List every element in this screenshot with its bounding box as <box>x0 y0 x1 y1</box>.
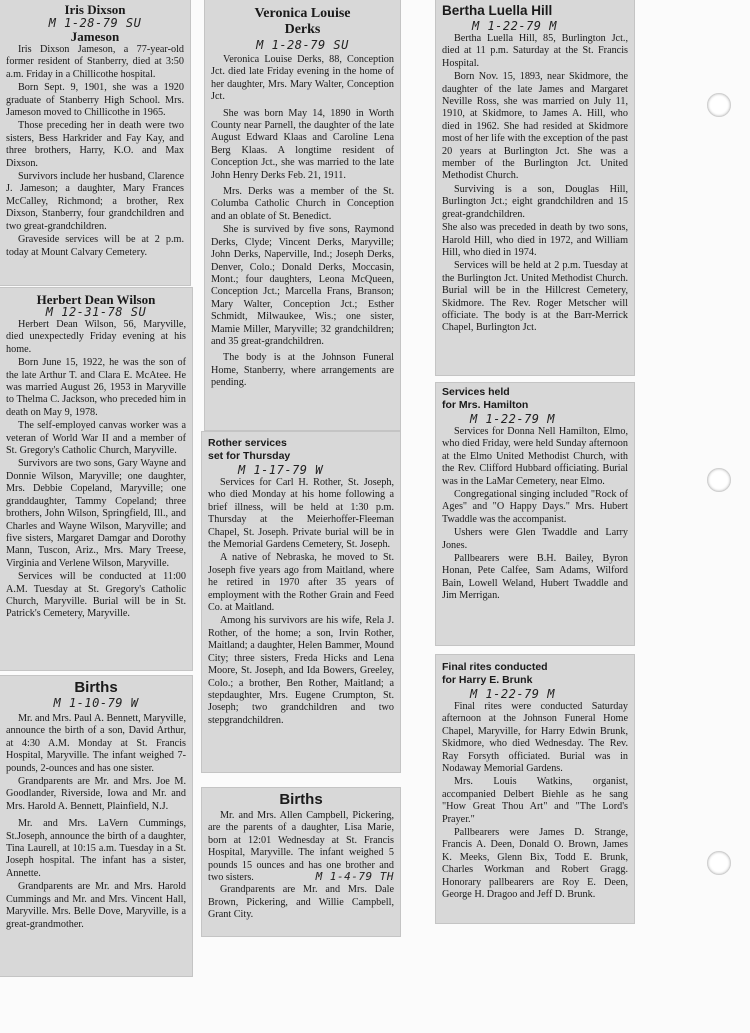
paragraph: Herbert Dean Wilson, 56, Maryville, died unexpectedly Friday evening at his home. <box>6 319 186 355</box>
handwritten-date: M 1-4-79 TH <box>315 870 394 884</box>
paragraph: She was born May 14, 1890 in Worth County near Parnell, the daughter of the late August Edward Klaas and Caroline Lena Berg Klaas. A longtime resident of Conception Jct., she was married to the late John Henry Derks Feb. 21, 1911. <box>211 107 394 181</box>
paragraph: Services for Carl H. Rother, St. Joseph, who died Monday at his home following a brief illness, will be held at 1:30 p.m. Thursday at the Meierhoffer-Fleeman Chapel, St. Joseph. Private burial will be in the Memorial Gardens Cemetery, St. Joseph. <box>208 477 394 551</box>
paragraph: Pallbearers were B.H. Bailey, Byron Honan, Pete Calfee, Sam Adams, Wilford Bain, Lowell Weland, Hubert Twaddle and Jim Merrigan. <box>442 553 628 602</box>
paragraph: A native of Nebraska, he moved to St. Joseph five years ago from Maitland, where he retired in 1970 after 35 years of employment with the Rother Grain and Feed Co. at Maitland. <box>208 552 394 614</box>
headline: Births <box>74 679 118 696</box>
paragraph: Surviving is a son, Douglas Hill, Burlington Jct.; eight grandchildren and 15 great-grandchildren. <box>442 183 628 220</box>
paragraph: Congregational singing included "Rock of Ages" and "O Happy Days." Mrs. Hubert Twaddle was the accompanist. <box>442 489 628 525</box>
handwritten-date: M 1-22-79 M <box>470 687 555 701</box>
binder-hole <box>707 93 731 117</box>
paragraph: Final rites were conducted Saturday afternoon at the Johnson Funeral Home Chapel, Maryville, for Harry Edwin Brunk, Skidmore, who died Wednesday. The Rev. Ray Forsyth officiated. Burial was in Nodaway Memorial Gardens. <box>442 701 628 775</box>
headline-second-line: Derks <box>284 22 321 37</box>
paragraph: Born Nov. 15, 1893, near Skidmore, the daughter of the late James and Margaret Neville Ross, she was married on July 11, 1910, at Skidmore, to James A. Hill, who died in 1962. She had resided at Skidmore most of her life with the exception of the past 20 years at Burlington Jct. She was a member of the Burlington Jct. United Methodist Church. <box>442 71 628 182</box>
paragraph: The body is at the Johnson Funeral Home, Stanberry, where arrangements are pending. <box>211 352 394 389</box>
headline: Iris Dixson <box>64 2 126 17</box>
handwritten-date: M 1-28-79 SU <box>256 38 349 52</box>
handwritten-date: M 1-10-79 W <box>53 696 139 710</box>
paragraph: Graveside services will be at 2 p.m. today at Mount Calvary Cemetery. <box>6 234 184 258</box>
headline: Births <box>279 791 323 808</box>
paragraph: Mr. and Mrs. Paul A. Bennett, Maryville, announce the birth of a son, David Arthur, at 4:30 A.M. Monday at St. Francis Hospital, Maryville. The infant weighed 7-pounds, 2-ounces and has one sister. <box>6 713 186 774</box>
paragraph: Mrs. Louis Watkins, organist, accompanied Delbert Biehle as he sang "How Great Thou Art" and "The Lord's Prayer." <box>442 776 628 825</box>
obituary-harry-brunk <box>436 655 634 923</box>
obituary-iris-jameson <box>0 0 190 285</box>
paragraph: She also was preceded in death by two sons, Harold Hill, who died in 1972, and William Hill, who died in 1974. <box>442 222 628 258</box>
obituary-bertha-hill <box>436 0 634 375</box>
paragraph: She is survived by five sons, Raymond Derks, Clyde; Vincent Derks, Maryville; John Derks, Naperville, Ind.; Joseph Derks, Denver, Colo.; Donald Derks, Moccasin, Mont.; four daughters, Leona McQueen, Conception Jct.; Marcella Frans, Branson; Mary Walter, Conception Jct.; Esther Schmidt, Milwaukee, Wis.; one sister, Mamie Miller, Maryville; 32 grandchildren; and 35 great-grandchildren. <box>211 224 394 347</box>
paragraph: Grandparents are Mr. and Mrs. Dale Brown, Pickering, and Willie Campbell, Grant City. <box>208 884 394 921</box>
obituary-veronica-derks <box>205 0 400 430</box>
paragraph: Mrs. Derks was a member of the St. Columba Catholic Church in Conception and an oblate of St. Benedict. <box>211 186 394 222</box>
handwritten-date: M 1-28-79 SU <box>48 16 142 30</box>
headline-second-line: for Harry E. Brunk <box>442 674 533 686</box>
paragraph: Grandparents are Mr. and Mrs. Joe M. Goodlander, Riverside, Iowa and Mr. and Mrs. Harold A. Bennett, Plainfield, N.J. <box>6 776 186 812</box>
headline: Services held <box>442 386 510 398</box>
headline: Final rites conducted <box>442 661 548 673</box>
paragraph: Born Sept. 9, 1901, she was a 1920 graduate of Stanberry High School. Mrs. Jameson moved to Chillicothe in 1965. <box>6 82 184 119</box>
paragraph: Services will be held at 2 p.m. Tuesday at the Burlington Jct. United Methodist Church. Burial will be in the Hillcrest Cemetery, Skidmore. The Rev. Roger Metscher will officiate. The body is at the Barr-Merrick Chapel, Burlington Jct. <box>442 260 628 334</box>
paragraph: Mr. and Mrs. Allen Campbell, Pickering, are the parents of a daughter, Lisa Marie, born at 12:01 Wednesday at St. Francis Hospital, Maryville. The infant weighed 5 pounds 15 ounces and has one brother and two sisters. <box>208 810 394 884</box>
handwritten-date: M 1-22-79 M <box>470 412 555 426</box>
paragraph: Services for Donna Nell Hamilton, Elmo, who died Friday, were held Sunday afternoon at the Elmo United Methodist Church, with the Rev. Clifford Hubbard officiating. Burial was in the LaMar Cemetery, near Elmo. <box>442 426 628 487</box>
paragraph: Ushers were Glen Twaddle and Larry Jones. <box>442 527 628 551</box>
handwritten-date: M 1-17-79 W <box>238 463 323 477</box>
paragraph: Survivors include her husband, Clarence J. Jameson; a daughter, Mary Frances McCalley, Richmond; a brother, Rex Dixson, Stanberry, four grandchildren and two great-grandchildren. <box>6 171 184 232</box>
paragraph: The self-employed canvas worker was a veteran of World War II and a member of St. Gregory's Catholic Church, Maryville. <box>6 420 186 457</box>
paragraph: Bertha Luella Hill, 85, Burlington Jct., died at 11 p.m. Saturday at the St. Francis Hospital. <box>442 33 628 69</box>
headline: Rother services <box>208 437 287 449</box>
obituary-carl-rother <box>202 432 400 772</box>
paragraph: Veronica Louise Derks, 88, Conception Jct. died late Friday evening in the home of her daughter, Mrs. Mary Walter, Conception Jct. <box>211 54 394 103</box>
obituary-donna-hamilton <box>436 383 634 645</box>
headline-second-line: for Mrs. Hamilton <box>442 399 529 411</box>
headline: Veronica Louise <box>254 6 351 21</box>
paragraph: Those preceding her in death were two sisters, Bess Harkrider and Fay Kay, and three brothers, Harry, K.O. and Max Dixson. <box>6 120 184 169</box>
paragraph: Grandparents are Mr. and Mrs. Harold Cummings and Mr. and Mrs. Vincent Hall, Maryville. Mrs. Belle Dove, Maryville, is a great-grandmother. <box>6 881 186 930</box>
headline: Herbert Dean Wilson <box>36 292 156 307</box>
handwritten-date: M 12-31-78 SU <box>45 305 147 319</box>
headline: Bertha Luella Hill <box>442 3 553 18</box>
handwritten-date: M 1-22-79 M <box>472 19 557 33</box>
binder-hole <box>707 468 731 492</box>
paragraph: Iris Dixson Jameson, a 77-year-old former resident of Stanberry, died at 3:50 a.m. Friday in a Chillicothe hospital. <box>6 44 184 80</box>
paragraph: Born June 15, 1922, he was the son of the late Arthur T. and Clara E. McAtee. He was married August 26, 1953 in Maryville to Thelma C. Jackson, who preceded him in death on May 9, 1978. <box>6 357 186 418</box>
obituary-herbert-wilson <box>0 288 192 670</box>
paragraph: Services will be conducted at 11:00 A.M. Tuesday at St. Gregory's Catholic Church, Maryville. Burial will be in St. Patrick's Cemetery, Maryville. <box>6 571 186 620</box>
headline-second-line: Jameson <box>70 29 120 44</box>
paragraph: Survivors are two sons, Gary Wayne and Donnie Wilson, Maryville; one daughter, Mrs. Debbie Copeland, Maryville; one granddaughter, Tammy Copeland; three brothers, John Wilson, Springfield, Ill., and Charles and Wayne Wilson, Maryville; and five sisters, Margaret Damgar and Dorothy Mann, Tuscon, Ariz., Mrs. Mary Treese, Virginia and Verlene Wilson, Maryville. <box>6 458 186 569</box>
headline-second-line: set for Thursday <box>208 450 291 462</box>
births-column-left <box>0 676 192 976</box>
paragraph: Pallbearers were James D. Strange, Francis A. Deen, Donald O. Brown, James K. Meeks, Glenn Bix, Todd E. Brunk, Charles Workman and Robert Gragg. Honorary pallbearers are Roy E. Deen, George H. Dragoo and Jeff D. Brunk. <box>442 827 628 901</box>
paragraph: Mr. and Mrs. LaVern Cummings, St.Joseph, announce the birth of a daughter, Tina Laurell, at 10:15 a.m. Tuesday in a St. Joseph hospital. The infant has a sister, Annette. <box>6 818 186 879</box>
paragraph: Among his survivors are his wife, Rela J. Rother, of the home; a son, Irvin Rother, Maitland; a daughter, Helen Bammer, Mound City; three sisters, Freda Hicks and Lena Moore, St. Joseph, and Ida Bowers, Greeley, Colo.; a brother, Ben Rother, Maitland; a stepdaughter, Mrs. Eugene Crumpton, St. Joseph; two grandchildren and two stepgrandchildren. <box>208 615 394 726</box>
binder-hole <box>707 851 731 875</box>
births-column-center <box>202 788 400 936</box>
